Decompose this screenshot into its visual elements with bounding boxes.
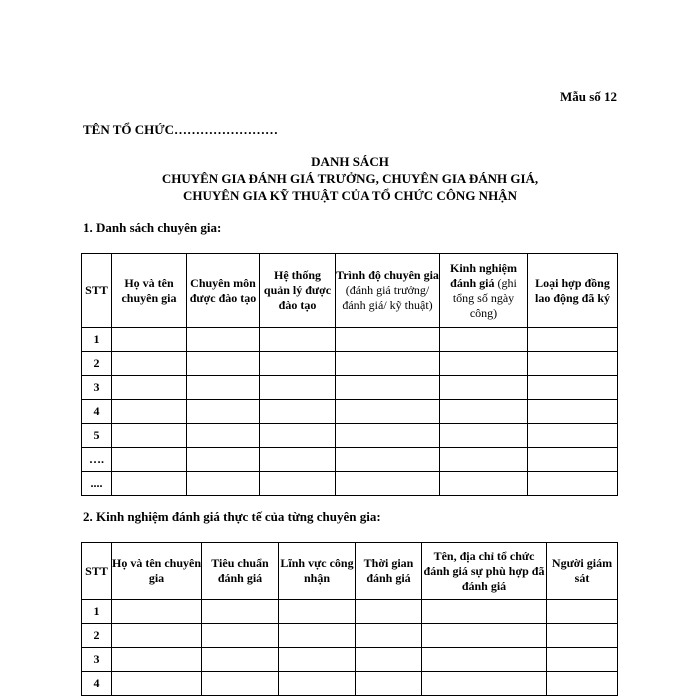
col-expert-name: Họ và tên chuyên gia: [112, 543, 202, 600]
empty-cell: [187, 472, 260, 496]
form-number: Mẫu số 12: [559, 89, 617, 104]
empty-cell: [547, 624, 618, 648]
row-number: ....: [82, 472, 112, 496]
empty-cell: [528, 472, 618, 496]
organization-name-label: TÊN TỔ CHỨC……………………: [83, 122, 279, 137]
empty-cell: [279, 624, 356, 648]
row-number: ….: [82, 448, 112, 472]
empty-cell: [279, 600, 356, 624]
empty-cell: [422, 672, 547, 696]
table-row: [82, 328, 618, 352]
col-audit-standard: Tiêu chuẩn đánh giá: [202, 543, 279, 600]
empty-cell: [260, 376, 336, 400]
empty-cell: [112, 376, 187, 400]
section-2-heading: 2. Kinh nghiệm đánh giá thực tế của từng chuyên gia:: [83, 509, 381, 524]
empty-cell: [440, 352, 528, 376]
row-number: 5: [82, 424, 112, 448]
empty-cell: [202, 624, 279, 648]
title-line-3: CHUYÊN GIA KỸ THUẬT CỦA TỔ CHỨC CÔNG NHẬN: [183, 188, 517, 203]
empty-cell: [112, 448, 187, 472]
empty-cell: [336, 376, 440, 400]
col-expert-name: Họ và tên chuyên gia: [112, 254, 187, 328]
empty-cell: [547, 648, 618, 672]
empty-cell: [112, 424, 187, 448]
empty-cell: [356, 600, 422, 624]
empty-cell: [356, 648, 422, 672]
empty-cell: [440, 328, 528, 352]
table-row: [82, 352, 618, 376]
empty-cell: [547, 600, 618, 624]
expert-list-table: [81, 253, 618, 496]
table-header-row: [82, 254, 618, 328]
table-row: [82, 400, 618, 424]
empty-cell: [336, 328, 440, 352]
empty-cell: [422, 624, 547, 648]
row-number: 1: [82, 328, 112, 352]
empty-cell: [260, 400, 336, 424]
empty-cell: [112, 672, 202, 696]
empty-cell: [202, 648, 279, 672]
empty-cell: [112, 600, 202, 624]
empty-cell: [336, 472, 440, 496]
empty-cell: [356, 672, 422, 696]
empty-cell: [336, 352, 440, 376]
empty-cell: [528, 328, 618, 352]
col-expert-level: [336, 254, 440, 328]
col-specialty: Chuyên môn được đào tạo: [187, 254, 260, 328]
empty-cell: [187, 352, 260, 376]
col-stt: STT: [82, 543, 112, 600]
col-experience: [440, 254, 528, 328]
col-management-system: Hệ thống quản lý được đào tạo: [260, 254, 336, 328]
empty-cell: [112, 328, 187, 352]
empty-cell: [112, 472, 187, 496]
row-number: 2: [82, 352, 112, 376]
empty-cell: [528, 400, 618, 424]
col-audit-time: Thời gian đánh giá: [356, 543, 422, 600]
empty-cell: [279, 672, 356, 696]
col-expert-level-label: Trình độ chuyên gia: [336, 268, 439, 282]
empty-cell: [112, 400, 187, 424]
empty-cell: [260, 448, 336, 472]
table-row: [82, 376, 618, 400]
col-accreditation-field: Lĩnh vực công nhận: [279, 543, 356, 600]
section-1-heading: 1. Danh sách chuyên gia:: [83, 220, 222, 235]
col-experience-note: (ghi tổng số ngày công): [452, 275, 517, 320]
empty-cell: [260, 424, 336, 448]
empty-cell: [440, 400, 528, 424]
audit-experience-table: [81, 542, 618, 696]
empty-cell: [422, 600, 547, 624]
empty-cell: [279, 648, 356, 672]
empty-cell: [528, 352, 618, 376]
empty-cell: [112, 624, 202, 648]
table-row: [82, 672, 618, 696]
table-row: [82, 448, 618, 472]
row-number: 3: [82, 376, 112, 400]
document-title: [0, 153, 700, 204]
empty-cell: [187, 328, 260, 352]
table-row: [82, 648, 618, 672]
col-contract-type: Loại hợp đồng lao động đã ký: [528, 254, 618, 328]
title-line-2: CHUYÊN GIA ĐÁNH GIÁ TRƯỞNG, CHUYÊN GIA ĐÁNH GIÁ,: [161, 171, 539, 186]
empty-cell: [202, 600, 279, 624]
empty-cell: [260, 472, 336, 496]
table-row: [82, 624, 618, 648]
title-line-1: DANH SÁCH: [311, 154, 389, 169]
empty-cell: [187, 376, 260, 400]
empty-cell: [547, 672, 618, 696]
empty-cell: [187, 448, 260, 472]
empty-cell: [187, 424, 260, 448]
col-experience-label: Kinh nghiệm đánh giá: [449, 260, 518, 290]
empty-cell: [356, 624, 422, 648]
empty-cell: [336, 400, 440, 424]
empty-cell: [528, 376, 618, 400]
col-stt: STT: [82, 254, 112, 328]
empty-cell: [187, 400, 260, 424]
empty-cell: [260, 328, 336, 352]
empty-cell: [336, 448, 440, 472]
table-row: [82, 472, 618, 496]
col-expert-level-note: (đánh giá trưởng/đánh giá/ kỹ thuật): [342, 283, 433, 312]
empty-cell: [440, 448, 528, 472]
empty-cell: [112, 352, 187, 376]
empty-cell: [440, 424, 528, 448]
row-number: 1: [82, 600, 112, 624]
row-number: 4: [82, 400, 112, 424]
col-audited-organization: Tên, địa chỉ tổ chức đánh giá sự phù hợp đã đánh giá: [422, 543, 547, 600]
table-row: [82, 600, 618, 624]
row-number: 4: [82, 672, 112, 696]
table-row: [82, 424, 618, 448]
empty-cell: [112, 648, 202, 672]
empty-cell: [336, 424, 440, 448]
empty-cell: [422, 648, 547, 672]
empty-cell: [528, 424, 618, 448]
empty-cell: [202, 672, 279, 696]
empty-cell: [440, 376, 528, 400]
empty-cell: [528, 448, 618, 472]
empty-cell: [260, 352, 336, 376]
empty-cell: [440, 472, 528, 496]
col-supervisor: Người giám sát: [547, 543, 618, 600]
row-number: 2: [82, 624, 112, 648]
row-number: 3: [82, 648, 112, 672]
table-header-row: [82, 543, 618, 600]
